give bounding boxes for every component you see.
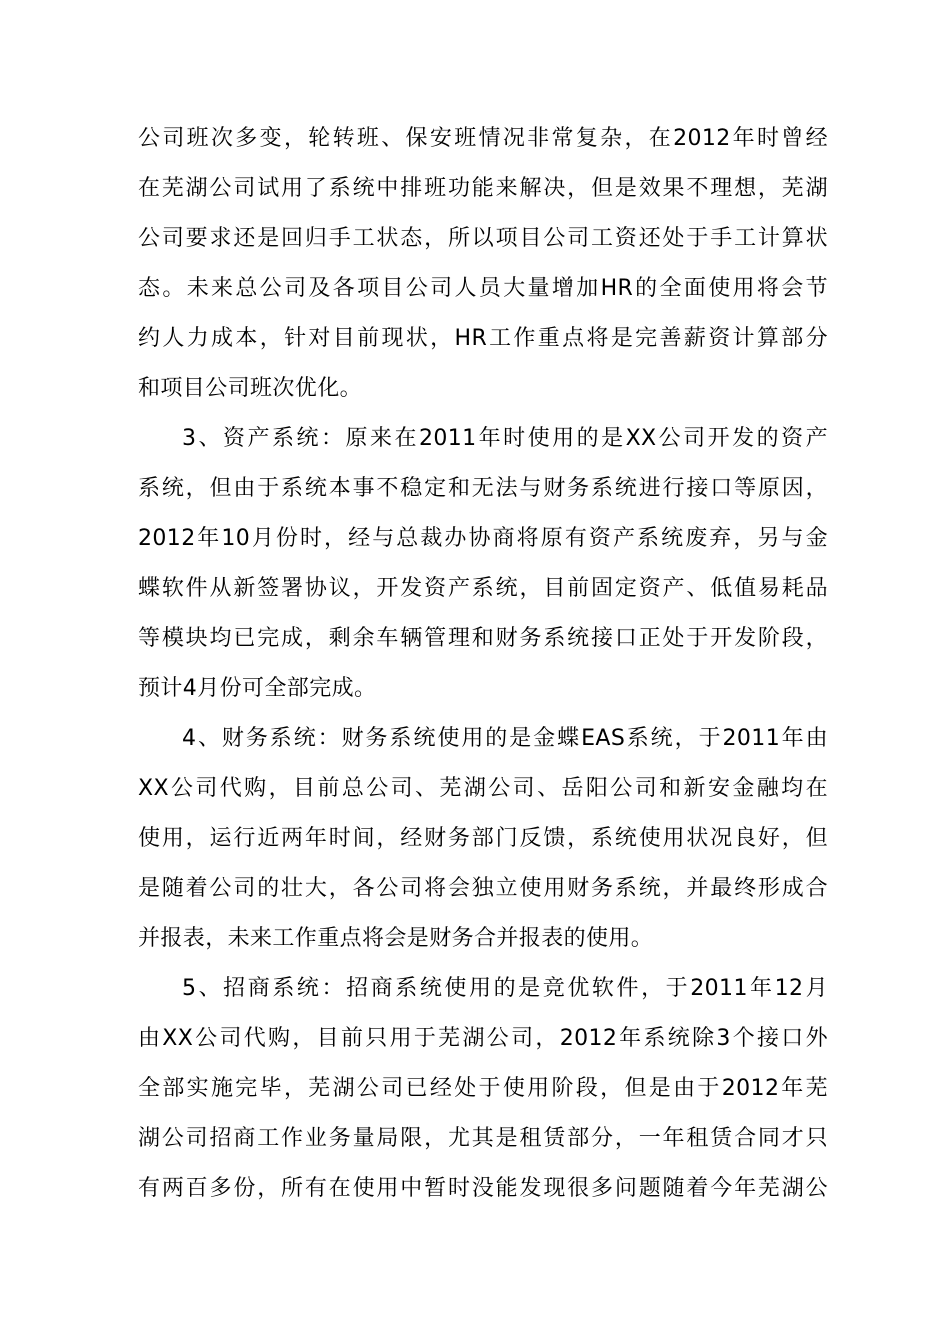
text-line: 湖公司招商工作业务量局限，尤其是租赁部分，一年租赁合同才只 [138, 1126, 828, 1151]
text-line: 使用，运行近两年时间，经财务部门反馈，系统使用状况良好，但 [138, 826, 828, 851]
paragraph-heading-line: 5、招商系统：招商系统使用的是竞优软件，于2011年12月 [182, 976, 828, 1001]
text-line: 并报表，未来工作重点将会是财务合并报表的使用。 [138, 926, 654, 951]
text-line: 预计4月份可全部完成。 [138, 676, 377, 701]
paragraph-heading-line: 4、财务系统：财务系统使用的是金蝶EAS系统，于2011年由 [182, 726, 828, 751]
text-line: XX公司代购，目前总公司、芜湖公司、岳阳公司和新安金融均在 [138, 776, 828, 801]
text-line: 由XX公司代购，目前只用于芜湖公司，2012年系统除3个接口外 [138, 1026, 828, 1051]
text-line: 全部实施完毕，芜湖公司已经处于使用阶段，但是由于2012年芜 [138, 1076, 828, 1101]
text-line: 公司要求还是回归手工状态，所以项目公司工资还处于手工计算状 [138, 226, 828, 251]
paragraph-heading-line: 3、资产系统：原来在2011年时使用的是XX公司开发的资产 [182, 426, 828, 451]
body-text [138, 114, 828, 1214]
text-line: 2012年10月份时，经与总裁办协商将原有资产系统废弃，另与金 [138, 526, 828, 551]
text-line: 系统，但由于系统本事不稳定和无法与财务系统进行接口等原因， [138, 476, 828, 501]
text-line: 有两百多份，所有在使用中暂时没能发现很多问题随着今年芜湖公 [138, 1176, 828, 1201]
text-line: 约人力成本，针对目前现状，HR工作重点将是完善薪资计算部分 [138, 326, 828, 351]
text-line: 等模块均已完成，剩余车辆管理和财务系统接口正处于开发阶段， [138, 626, 828, 651]
text-line: 在芜湖公司试用了系统中排班功能来解决，但是效果不理想，芜湖 [138, 176, 828, 201]
text-line: 公司班次多变，轮转班、保安班情况非常复杂，在2012年时曾经 [138, 126, 828, 151]
text-line: 态。未来总公司及各项目公司人员大量增加HR的全面使用将会节 [138, 276, 828, 301]
text-line: 蝶软件从新签署协议，开发资产系统，目前固定资产、低值易耗品 [138, 576, 828, 601]
text-line: 和项目公司班次优化。 [138, 376, 363, 401]
text-line: 是随着公司的壮大，各公司将会独立使用财务系统，并最终形成合 [138, 876, 828, 901]
